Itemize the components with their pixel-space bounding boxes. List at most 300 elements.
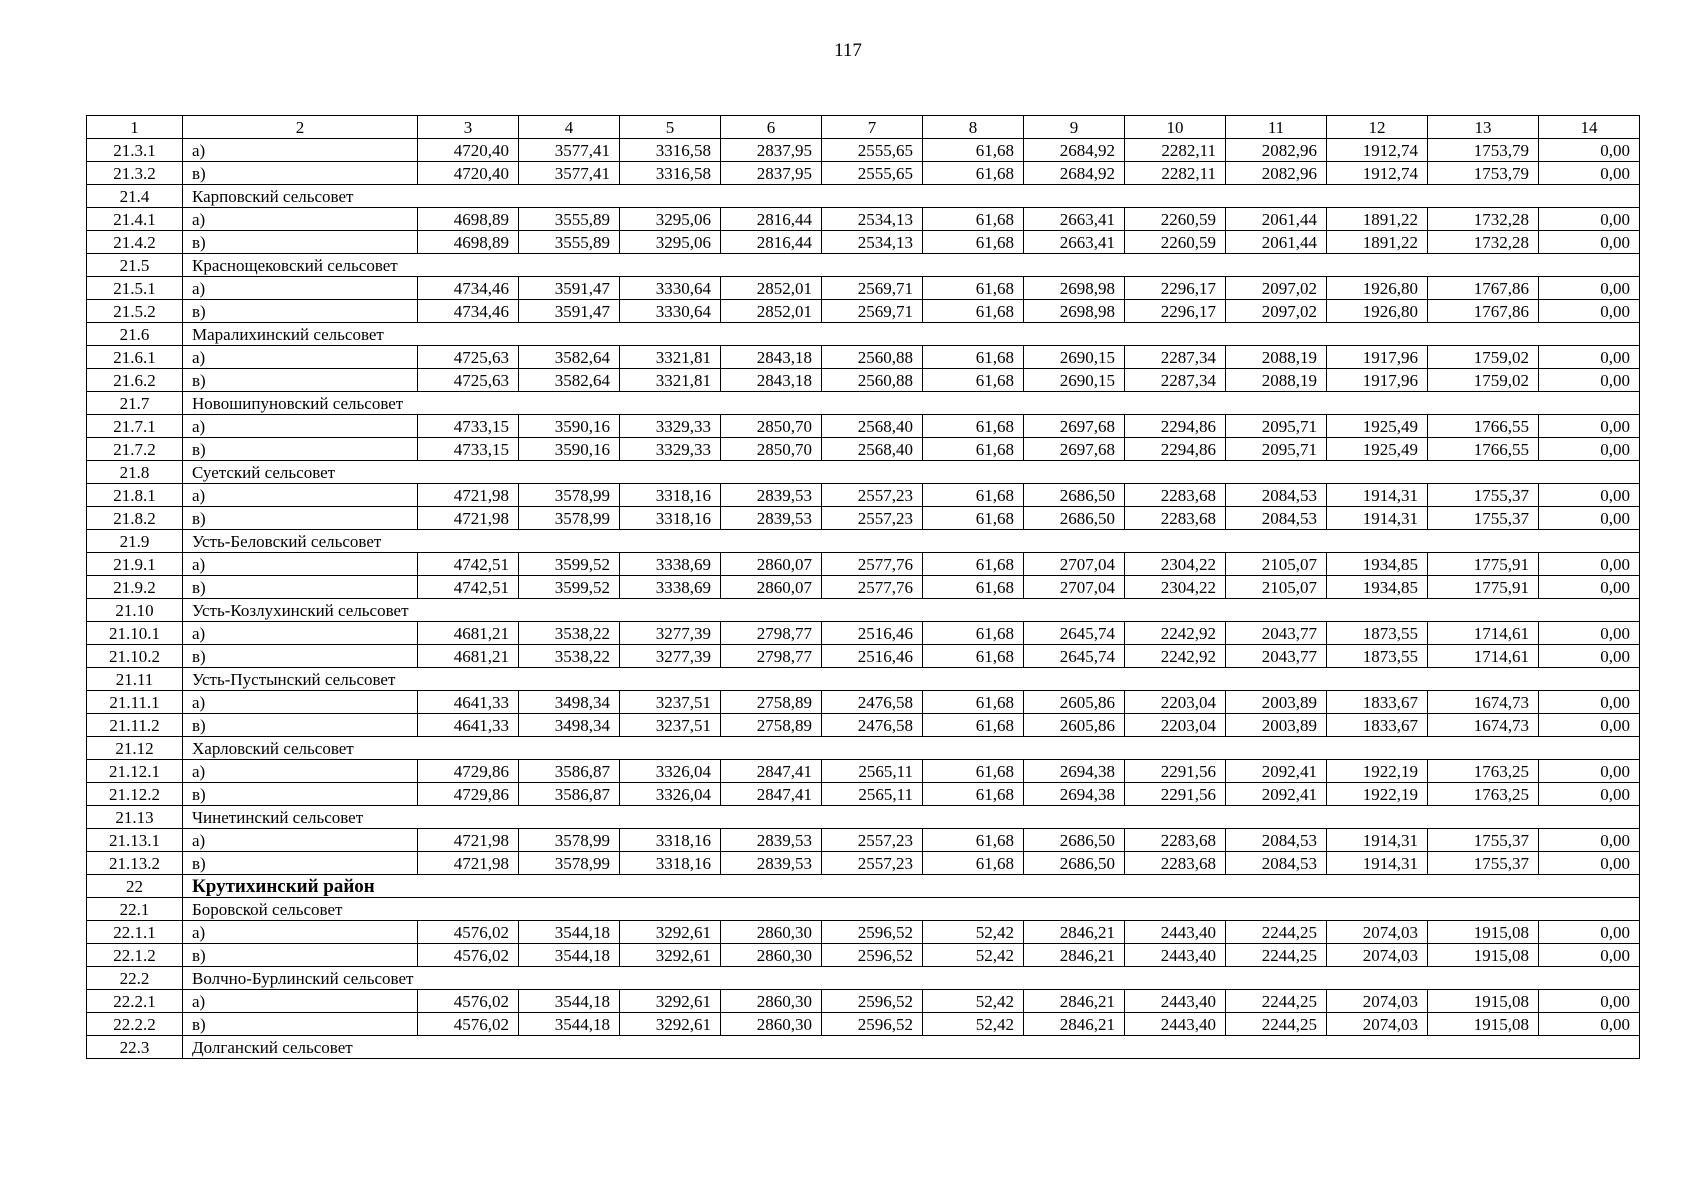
value-cell: 0,00 (1539, 783, 1640, 806)
value-cell: 1767,86 (1428, 277, 1539, 300)
value-cell: 2443,40 (1125, 1013, 1226, 1036)
value-cell: 1732,28 (1428, 231, 1539, 254)
value-cell: 3316,58 (620, 139, 721, 162)
value-cell: 1763,25 (1428, 760, 1539, 783)
value-cell: 2294,86 (1125, 415, 1226, 438)
table-row (87, 714, 1640, 737)
value-cell: 0,00 (1539, 231, 1640, 254)
value-cell: 3292,61 (620, 1013, 721, 1036)
value-cell: 2476,58 (822, 714, 923, 737)
value-cell: 2534,13 (822, 208, 923, 231)
value-cell: 2565,11 (822, 783, 923, 806)
row-label-cell: а) (183, 553, 418, 576)
column-number-cell: 1 (87, 116, 183, 139)
value-cell: 2837,95 (721, 162, 822, 185)
row-label-cell: в) (183, 576, 418, 599)
council-heading-row (87, 967, 1640, 990)
value-cell: 2843,18 (721, 346, 822, 369)
value-cell: 1917,96 (1327, 369, 1428, 392)
value-cell: 3338,69 (620, 576, 721, 599)
value-cell: 2839,53 (721, 484, 822, 507)
value-cell: 4742,51 (418, 576, 519, 599)
value-cell: 3295,06 (620, 231, 721, 254)
value-cell: 61,68 (923, 852, 1024, 875)
row-code-cell: 21.6 (87, 323, 183, 346)
column-number-cell: 3 (418, 116, 519, 139)
row-label-cell: в) (183, 507, 418, 530)
council-heading-row (87, 1036, 1640, 1059)
value-cell: 3555,89 (519, 208, 620, 231)
value-cell: 4725,63 (418, 346, 519, 369)
row-label-cell: в) (183, 944, 418, 967)
value-cell: 2565,11 (822, 760, 923, 783)
value-cell: 2816,44 (721, 231, 822, 254)
column-number-cell: 8 (923, 116, 1024, 139)
value-cell: 2850,70 (721, 415, 822, 438)
value-cell: 3329,33 (620, 438, 721, 461)
table-row (87, 760, 1640, 783)
value-cell: 1873,55 (1327, 622, 1428, 645)
value-cell: 3544,18 (519, 1013, 620, 1036)
value-cell: 2569,71 (822, 300, 923, 323)
row-label-cell: в) (183, 369, 418, 392)
value-cell: 1674,73 (1428, 691, 1539, 714)
value-cell: 2684,92 (1024, 139, 1125, 162)
value-cell: 1934,85 (1327, 553, 1428, 576)
value-cell: 2596,52 (822, 944, 923, 967)
value-cell: 0,00 (1539, 852, 1640, 875)
value-cell: 1674,73 (1428, 714, 1539, 737)
row-label-cell: а) (183, 346, 418, 369)
council-name-cell: Боровской сельсовет (183, 898, 1640, 921)
row-code-cell: 21.4.1 (87, 208, 183, 231)
value-cell: 0,00 (1539, 553, 1640, 576)
district-name-cell: Крутихинский район (183, 875, 1640, 898)
value-cell: 2846,21 (1024, 944, 1125, 967)
value-cell: 2088,19 (1226, 346, 1327, 369)
row-code-cell: 21.11 (87, 668, 183, 691)
value-cell: 2097,02 (1226, 300, 1327, 323)
value-cell: 2847,41 (721, 783, 822, 806)
value-cell: 3277,39 (620, 622, 721, 645)
value-cell: 61,68 (923, 622, 1024, 645)
value-cell: 0,00 (1539, 162, 1640, 185)
value-cell: 2663,41 (1024, 231, 1125, 254)
tariff-table (86, 115, 1640, 1059)
value-cell: 2707,04 (1024, 576, 1125, 599)
value-cell: 3590,16 (519, 438, 620, 461)
row-code-cell: 22.2 (87, 967, 183, 990)
row-code-cell: 21.10 (87, 599, 183, 622)
row-code-cell: 21.12.1 (87, 760, 183, 783)
value-cell: 2596,52 (822, 1013, 923, 1036)
value-cell: 3292,61 (620, 921, 721, 944)
value-cell: 2798,77 (721, 622, 822, 645)
table-row (87, 783, 1640, 806)
value-cell: 2694,38 (1024, 783, 1125, 806)
value-cell: 3318,16 (620, 829, 721, 852)
row-label-cell: а) (183, 691, 418, 714)
council-name-cell: Волчно-Бурлинский сельсовет (183, 967, 1640, 990)
value-cell: 61,68 (923, 369, 1024, 392)
value-cell: 61,68 (923, 484, 1024, 507)
row-code-cell: 21.5.2 (87, 300, 183, 323)
value-cell: 3582,64 (519, 369, 620, 392)
value-cell: 52,42 (923, 990, 1024, 1013)
value-cell: 2690,15 (1024, 369, 1125, 392)
row-code-cell: 22.1.1 (87, 921, 183, 944)
value-cell: 2294,86 (1125, 438, 1226, 461)
value-cell: 61,68 (923, 438, 1024, 461)
value-cell: 0,00 (1539, 829, 1640, 852)
value-cell: 0,00 (1539, 714, 1640, 737)
council-name-cell: Суетский сельсовет (183, 461, 1640, 484)
table-row (87, 553, 1640, 576)
value-cell: 3578,99 (519, 484, 620, 507)
value-cell: 61,68 (923, 300, 1024, 323)
value-cell: 3292,61 (620, 990, 721, 1013)
value-cell: 1891,22 (1327, 231, 1428, 254)
value-cell: 4720,40 (418, 139, 519, 162)
value-cell: 3578,99 (519, 852, 620, 875)
district-heading-row (87, 875, 1640, 898)
row-code-cell: 21.8.2 (87, 507, 183, 530)
value-cell: 2084,53 (1226, 484, 1327, 507)
council-heading-row (87, 599, 1640, 622)
table-row (87, 438, 1640, 461)
value-cell: 1915,08 (1428, 990, 1539, 1013)
value-cell: 61,68 (923, 162, 1024, 185)
value-cell: 2860,30 (721, 990, 822, 1013)
value-cell: 3586,87 (519, 760, 620, 783)
value-cell: 2846,21 (1024, 921, 1125, 944)
value-cell: 3544,18 (519, 944, 620, 967)
value-cell: 61,68 (923, 139, 1024, 162)
value-cell: 2860,30 (721, 944, 822, 967)
value-cell: 2304,22 (1125, 576, 1226, 599)
value-cell: 1934,85 (1327, 576, 1428, 599)
value-cell: 3498,34 (519, 714, 620, 737)
value-cell: 2291,56 (1125, 783, 1226, 806)
column-number-row (87, 116, 1640, 139)
council-heading-row (87, 254, 1640, 277)
table-row (87, 277, 1640, 300)
value-cell: 4721,98 (418, 852, 519, 875)
column-number-cell: 13 (1428, 116, 1539, 139)
value-cell: 2095,71 (1226, 415, 1327, 438)
row-code-cell: 21.11.1 (87, 691, 183, 714)
row-label-cell: а) (183, 277, 418, 300)
value-cell: 1915,08 (1428, 921, 1539, 944)
value-cell: 4725,63 (418, 369, 519, 392)
row-code-cell: 21.7 (87, 392, 183, 415)
column-number-cell: 2 (183, 116, 418, 139)
value-cell: 3316,58 (620, 162, 721, 185)
value-cell: 1914,31 (1327, 852, 1428, 875)
council-name-cell: Усть-Козлухинский сельсовет (183, 599, 1640, 622)
value-cell: 1891,22 (1327, 208, 1428, 231)
value-cell: 3538,22 (519, 622, 620, 645)
value-cell: 4576,02 (418, 944, 519, 967)
value-cell: 4733,15 (418, 438, 519, 461)
value-cell: 4698,89 (418, 208, 519, 231)
value-cell: 3330,64 (620, 300, 721, 323)
row-code-cell: 21.10.2 (87, 645, 183, 668)
row-label-cell: а) (183, 921, 418, 944)
value-cell: 2283,68 (1125, 484, 1226, 507)
row-code-cell: 21.9.1 (87, 553, 183, 576)
value-cell: 2074,03 (1327, 1013, 1428, 1036)
row-label-cell: а) (183, 829, 418, 852)
column-number-cell: 10 (1125, 116, 1226, 139)
value-cell: 2203,04 (1125, 691, 1226, 714)
row-code-cell: 21.13.2 (87, 852, 183, 875)
value-cell: 1714,61 (1428, 622, 1539, 645)
table-body (87, 116, 1640, 1059)
value-cell: 4721,98 (418, 484, 519, 507)
value-cell: 2003,89 (1226, 691, 1327, 714)
value-cell: 1763,25 (1428, 783, 1539, 806)
table-row (87, 162, 1640, 185)
value-cell: 3330,64 (620, 277, 721, 300)
value-cell: 3321,81 (620, 346, 721, 369)
table-row (87, 576, 1640, 599)
value-cell: 0,00 (1539, 691, 1640, 714)
row-code-cell: 22 (87, 875, 183, 898)
value-cell: 3295,06 (620, 208, 721, 231)
value-cell: 2860,07 (721, 553, 822, 576)
value-cell: 2860,30 (721, 1013, 822, 1036)
row-code-cell: 22.2.1 (87, 990, 183, 1013)
value-cell: 1753,79 (1428, 162, 1539, 185)
value-cell: 1753,79 (1428, 139, 1539, 162)
table-row (87, 415, 1640, 438)
value-cell: 1755,37 (1428, 852, 1539, 875)
value-cell: 61,68 (923, 346, 1024, 369)
value-cell: 2758,89 (721, 691, 822, 714)
value-cell: 1912,74 (1327, 139, 1428, 162)
value-cell: 2003,89 (1226, 714, 1327, 737)
value-cell: 2569,71 (822, 277, 923, 300)
column-number-cell: 11 (1226, 116, 1327, 139)
row-label-cell: а) (183, 484, 418, 507)
value-cell: 2697,68 (1024, 415, 1125, 438)
value-cell: 1759,02 (1428, 346, 1539, 369)
value-cell: 2084,53 (1226, 507, 1327, 530)
row-code-cell: 21.8 (87, 461, 183, 484)
council-name-cell: Краснощековский сельсовет (183, 254, 1640, 277)
value-cell: 2242,92 (1125, 622, 1226, 645)
value-cell: 61,68 (923, 277, 1024, 300)
value-cell: 3318,16 (620, 507, 721, 530)
value-cell: 2476,58 (822, 691, 923, 714)
value-cell: 4576,02 (418, 990, 519, 1013)
council-name-cell: Новошипуновский сельсовет (183, 392, 1640, 415)
row-code-cell: 21.13 (87, 806, 183, 829)
value-cell: 3329,33 (620, 415, 721, 438)
council-heading-row (87, 530, 1640, 553)
value-cell: 2816,44 (721, 208, 822, 231)
value-cell: 2852,01 (721, 277, 822, 300)
value-cell: 2577,76 (822, 576, 923, 599)
row-label-cell: в) (183, 783, 418, 806)
value-cell: 2645,74 (1024, 645, 1125, 668)
row-code-cell: 21.4.2 (87, 231, 183, 254)
value-cell: 2557,23 (822, 829, 923, 852)
value-cell: 61,68 (923, 829, 1024, 852)
value-cell: 2555,65 (822, 139, 923, 162)
row-code-cell: 21.13.1 (87, 829, 183, 852)
value-cell: 2560,88 (822, 346, 923, 369)
value-cell: 4641,33 (418, 691, 519, 714)
row-code-cell: 22.1 (87, 898, 183, 921)
value-cell: 2304,22 (1125, 553, 1226, 576)
value-cell: 0,00 (1539, 300, 1640, 323)
value-cell: 2242,92 (1125, 645, 1226, 668)
value-cell: 1755,37 (1428, 829, 1539, 852)
council-heading-row (87, 461, 1640, 484)
value-cell: 61,68 (923, 231, 1024, 254)
value-cell: 0,00 (1539, 645, 1640, 668)
value-cell: 3538,22 (519, 645, 620, 668)
value-cell: 61,68 (923, 208, 1024, 231)
value-cell: 1714,61 (1428, 645, 1539, 668)
column-number-cell: 6 (721, 116, 822, 139)
table-row (87, 484, 1640, 507)
value-cell: 0,00 (1539, 990, 1640, 1013)
row-code-cell: 21.11.2 (87, 714, 183, 737)
table-row (87, 921, 1640, 944)
value-cell: 2686,50 (1024, 507, 1125, 530)
row-label-cell: а) (183, 139, 418, 162)
value-cell: 3326,04 (620, 783, 721, 806)
column-number-cell: 14 (1539, 116, 1640, 139)
value-cell: 2291,56 (1125, 760, 1226, 783)
row-label-cell: в) (183, 300, 418, 323)
value-cell: 2074,03 (1327, 944, 1428, 967)
row-code-cell: 21.3.2 (87, 162, 183, 185)
value-cell: 1833,67 (1327, 691, 1428, 714)
value-cell: 2287,34 (1125, 346, 1226, 369)
value-cell: 2283,68 (1125, 829, 1226, 852)
council-heading-row (87, 185, 1640, 208)
table-row (87, 369, 1640, 392)
value-cell: 1755,37 (1428, 507, 1539, 530)
value-cell: 3599,52 (519, 576, 620, 599)
row-code-cell: 21.4 (87, 185, 183, 208)
table-row (87, 300, 1640, 323)
value-cell: 1922,19 (1327, 760, 1428, 783)
value-cell: 1914,31 (1327, 484, 1428, 507)
column-number-cell: 9 (1024, 116, 1125, 139)
value-cell: 61,68 (923, 507, 1024, 530)
council-heading-row (87, 668, 1640, 691)
value-cell: 2260,59 (1125, 231, 1226, 254)
row-label-cell: в) (183, 231, 418, 254)
value-cell: 4641,33 (418, 714, 519, 737)
value-cell: 1917,96 (1327, 346, 1428, 369)
row-code-cell: 22.2.2 (87, 1013, 183, 1036)
value-cell: 0,00 (1539, 346, 1640, 369)
value-cell: 4721,98 (418, 829, 519, 852)
value-cell: 0,00 (1539, 622, 1640, 645)
value-cell: 2758,89 (721, 714, 822, 737)
value-cell: 4681,21 (418, 645, 519, 668)
value-cell: 3318,16 (620, 852, 721, 875)
value-cell: 0,00 (1539, 576, 1640, 599)
value-cell: 2850,70 (721, 438, 822, 461)
value-cell: 1926,80 (1327, 277, 1428, 300)
council-heading-row (87, 737, 1640, 760)
value-cell: 2560,88 (822, 369, 923, 392)
value-cell: 2847,41 (721, 760, 822, 783)
value-cell: 2557,23 (822, 507, 923, 530)
value-cell: 2082,96 (1226, 162, 1327, 185)
value-cell: 3338,69 (620, 553, 721, 576)
value-cell: 1922,19 (1327, 783, 1428, 806)
value-cell: 2690,15 (1024, 346, 1125, 369)
column-number-cell: 7 (822, 116, 923, 139)
value-cell: 1914,31 (1327, 829, 1428, 852)
value-cell: 3590,16 (519, 415, 620, 438)
value-cell: 61,68 (923, 691, 1024, 714)
table-row (87, 645, 1640, 668)
value-cell: 2282,11 (1125, 162, 1226, 185)
value-cell: 2082,96 (1226, 139, 1327, 162)
value-cell: 1915,08 (1428, 1013, 1539, 1036)
row-code-cell: 21.5 (87, 254, 183, 277)
row-label-cell: в) (183, 438, 418, 461)
row-code-cell: 21.3.1 (87, 139, 183, 162)
value-cell: 2577,76 (822, 553, 923, 576)
table-row (87, 507, 1640, 530)
value-cell: 0,00 (1539, 208, 1640, 231)
value-cell: 2084,53 (1226, 852, 1327, 875)
value-cell: 2282,11 (1125, 139, 1226, 162)
row-code-cell: 21.10.1 (87, 622, 183, 645)
value-cell: 3326,04 (620, 760, 721, 783)
value-cell: 0,00 (1539, 139, 1640, 162)
value-cell: 2686,50 (1024, 484, 1125, 507)
row-code-cell: 21.8.1 (87, 484, 183, 507)
value-cell: 4733,15 (418, 415, 519, 438)
row-label-cell: в) (183, 852, 418, 875)
value-cell: 2283,68 (1125, 507, 1226, 530)
value-cell: 52,42 (923, 944, 1024, 967)
row-code-cell: 21.9 (87, 530, 183, 553)
value-cell: 2088,19 (1226, 369, 1327, 392)
value-cell: 0,00 (1539, 507, 1640, 530)
table-row (87, 231, 1640, 254)
value-cell: 2092,41 (1226, 760, 1327, 783)
council-name-cell: Маралихинский сельсовет (183, 323, 1640, 346)
value-cell: 3577,41 (519, 139, 620, 162)
value-cell: 4734,46 (418, 300, 519, 323)
value-cell: 2074,03 (1327, 921, 1428, 944)
value-cell: 1755,37 (1428, 484, 1539, 507)
value-cell: 2244,25 (1226, 1013, 1327, 1036)
row-code-cell: 21.12 (87, 737, 183, 760)
row-label-cell: в) (183, 645, 418, 668)
council-name-cell: Усть-Беловский сельсовет (183, 530, 1640, 553)
value-cell: 2296,17 (1125, 277, 1226, 300)
value-cell: 0,00 (1539, 415, 1640, 438)
value-cell: 2443,40 (1125, 944, 1226, 967)
value-cell: 2798,77 (721, 645, 822, 668)
value-cell: 2843,18 (721, 369, 822, 392)
value-cell: 2568,40 (822, 415, 923, 438)
row-label-cell: в) (183, 162, 418, 185)
